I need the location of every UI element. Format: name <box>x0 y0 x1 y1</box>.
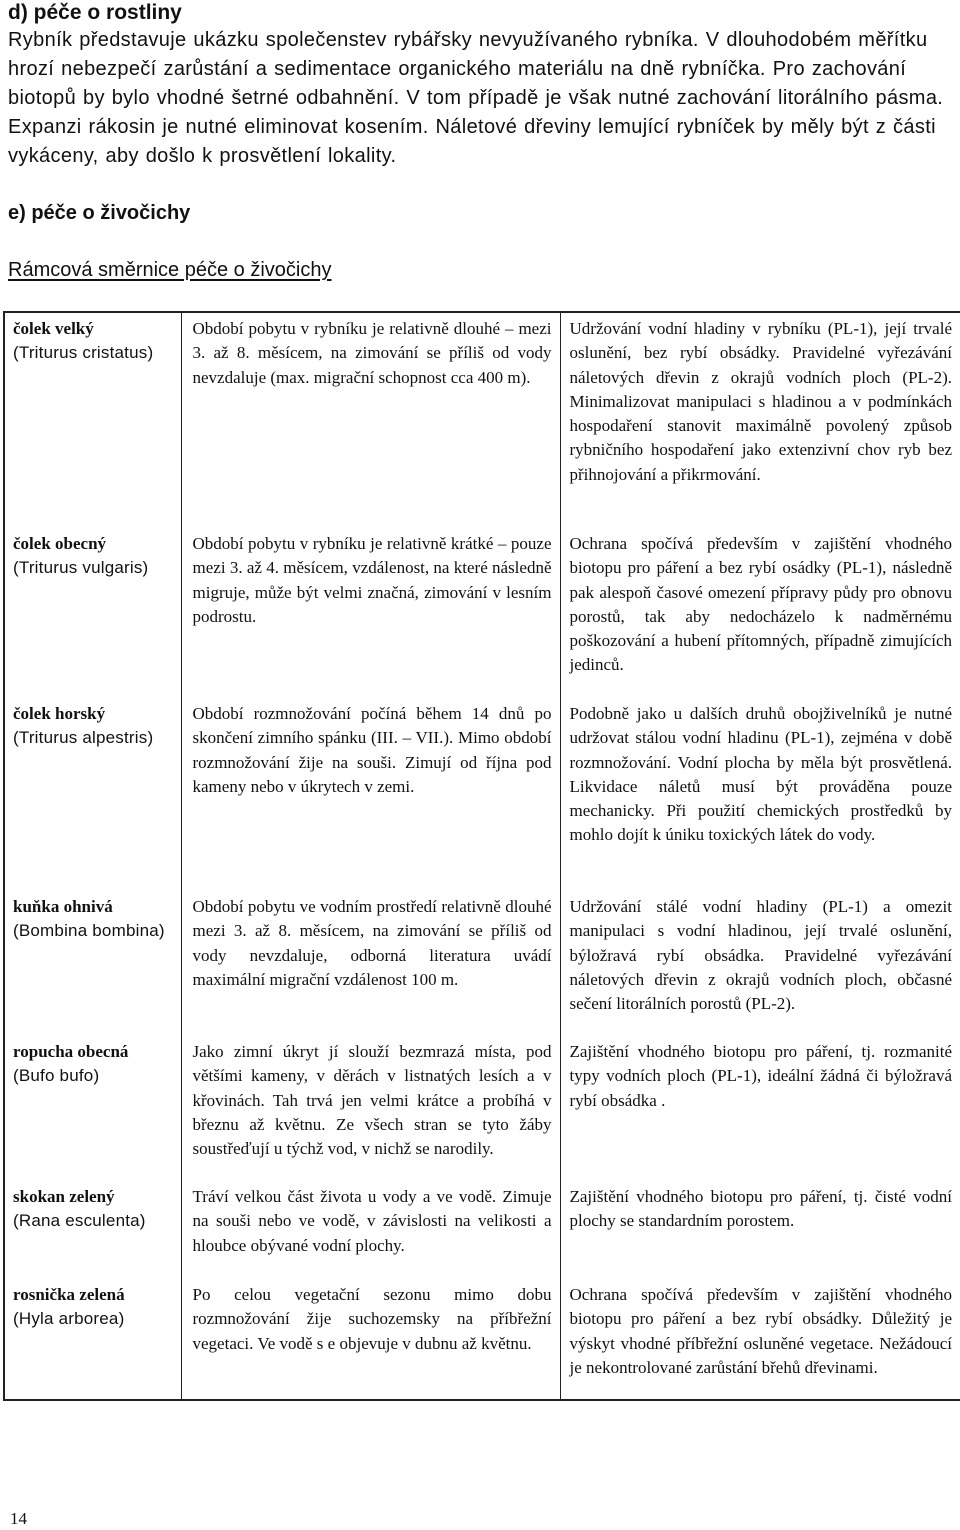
species-cell <box>4 1181 181 1279</box>
section-e-subheading: Rámcová směrnice péče o živočichy <box>8 259 332 281</box>
habitat-text: Období pobytu ve vodním prostředí relativně dlouhé mezi 3. až 8. měsícem, na zimování se příliš od vody nevzdaluje, odborná literatura uvádí maximální migrační vzdálenost 100 m. <box>192 897 552 989</box>
species-latin-name: (Bufo bufo) <box>13 1066 100 1085</box>
care-text: Podobně jako u dalších druhů obojživelníků je nutné udržovat stálou vodní hladinu (PL-1), zejména v době rozmnožování. Vodní plocha by měla být prosvětlená. Likvidace náletů musí být prováděna pouze mechanicky. Při použití chemických prostředků by mohlo dojít k úniku toxických látek do vody. <box>569 704 952 845</box>
care-text: Udržování vodní hladiny v rybníku (PL-1), její trvalé oslunění, bez rybí obsádky. Pravidelné vyřezávání náletových dřevin z okrajů vodních ploch (PL-2). Minimalizovat manipulaci s hladinou a v podmínkách hospodaření stanovit maximálně povolený způsob rybničního hospodaření jako extenzivní chov ryb bez přihnojování a přikrmování. <box>569 319 952 484</box>
care-text: Zajištění vhodného biotopu pro páření, tj. čisté vodní plochy se standardním porostem. <box>569 1187 952 1231</box>
species-name: skokan zelený <box>13 1187 115 1206</box>
species-cell <box>4 312 181 528</box>
section-d-paragraph: Rybník představuje ukázku společenstev rybářsky nevyužívaného rybníka. V dlouhodobém měřítku hrozí nebezpečí zarůstání a sedimentace organického materiálu na dně rybníčka. Pro zachování biotopů by bylo vhodné šetrné odbahnění. V tom případě je však nutné zachování litorálního pásma. Expanzi rákosin je nutné eliminovat kosením. Náletové dřeviny lemující rybníček by měly být z části vykáceny, aby došlo k prosvětlení lokality. <box>8 29 944 167</box>
species-cell <box>4 1036 181 1181</box>
care-cell <box>560 1036 960 1181</box>
habitat-cell <box>181 1181 560 1279</box>
species-name: ropucha obecná <box>13 1042 129 1061</box>
care-text: Zajištění vhodného biotopu pro páření, tj. rozmanité typy vodních ploch (PL-1), ideální žádná či býložravá rybí obsádka . <box>569 1042 952 1110</box>
table-row <box>4 528 960 698</box>
habitat-text: Po celou vegetační sezonu mimo dobu rozmnožování žije suchozemsky na příbřežní vegetaci. Ve vodě s e objevuje v dubnu až květnu. <box>192 1285 552 1353</box>
species-latin-name: (Bombina bombina) <box>13 921 165 940</box>
care-cell <box>560 312 960 528</box>
species-name: čolek horský <box>13 704 106 723</box>
section-e-heading: e) péče o živočichy <box>8 202 191 224</box>
habitat-cell <box>181 312 560 528</box>
table-row <box>4 698 960 891</box>
species-cell <box>4 528 181 698</box>
habitat-cell <box>181 698 560 891</box>
species-cell <box>4 891 181 1036</box>
care-cell <box>560 1279 960 1400</box>
care-text: Ochrana spočívá především v zajištění vhodného biotopu pro páření a bez rybí obsádky. Důležitý je výskyt vhodné příbřežní osluněné vegetace. Nežádoucí je nekontrolované zarůstání břehů dřevinami. <box>569 1285 952 1377</box>
habitat-text: Jako zimní úkryt jí slouží bezmrazá místa, pod většími kameny, v děrách v listnatých lesích a v křovinách. Tah trvá jen velmi krátce a probíhá v březnu až květnu. Ze všech stran se tyto žáby soustřeďují u týchž vod, v nichž se narodily. <box>192 1042 552 1159</box>
species-latin-name: (Rana esculenta) <box>13 1211 146 1230</box>
care-text: Ochrana spočívá především v zajištění vhodného biotopu pro páření a bez rybí osádky (PL-1), následně pak alespoň časové omezení přípravy půdy pro obnovu porostů, tak aby nedocházelo k nadměrnému poškozování a hubení přítomných, případně zimujících jedinců. <box>569 534 952 675</box>
care-cell <box>560 1181 960 1279</box>
habitat-cell <box>181 1279 560 1400</box>
species-cell <box>4 1279 181 1400</box>
habitat-cell <box>181 1036 560 1181</box>
animal-care-table <box>3 311 960 1401</box>
table-row <box>4 312 960 528</box>
species-name: čolek velký <box>13 319 94 338</box>
care-cell <box>560 528 960 698</box>
care-cell <box>560 698 960 891</box>
section-d-heading: d) péče o rostliny <box>8 1 182 24</box>
species-name: kuňka ohnivá <box>13 897 113 916</box>
care-cell <box>560 891 960 1036</box>
species-latin-name: (Triturus cristatus) <box>13 343 154 362</box>
habitat-text: Období rozmnožování počíná během 14 dnů po skončení zimního spánku (III. – VII.). Mimo období rozmnožování žije na souši. Zimují od října pod kameny nebo v úkrytech v zemi. <box>192 704 552 796</box>
species-latin-name: (Triturus alpestris) <box>13 728 154 747</box>
species-latin-name: (Hyla arborea) <box>13 1309 125 1328</box>
species-name: čolek obecný <box>13 534 107 553</box>
table-row <box>4 1181 960 1279</box>
habitat-cell <box>181 528 560 698</box>
table-row <box>4 891 960 1036</box>
page-number: 14 <box>10 1509 27 1528</box>
habitat-text: Období pobytu v rybníku je relativně krátké – pouze mezi 3. až 4. měsícem, vzdálenost, na které následně migruje, může být velmi značná, zimování v lesním podrostu. <box>192 534 552 626</box>
habitat-cell <box>181 891 560 1036</box>
species-name: rosnička zelená <box>13 1285 125 1304</box>
table-row <box>4 1279 960 1400</box>
habitat-text: Tráví velkou část života u vody a ve vodě. Zimuje na souši nebo ve vodě, v závislosti na velikosti a hloubce obývané vodní plochy. <box>192 1187 552 1255</box>
habitat-text: Období pobytu v rybníku je relativně dlouhé – mezi 3. až 8. měsícem, na zimování se příliš od vody nevzdaluje (max. migrační schopnost cca 400 m). <box>192 319 552 387</box>
species-latin-name: (Triturus vulgaris) <box>13 558 149 577</box>
species-cell <box>4 698 181 891</box>
table-row <box>4 1036 960 1181</box>
care-text: Udržování stálé vodní hladiny (PL-1) a omezit manipulaci s vodní hladinou, její trvalé oslunění, býložravá rybí obsádka. Pravidelné vyřezávání náletových dřevin z okrajů vodních ploch, občasné sečení litorálních porostů (PL-2). <box>569 897 952 1014</box>
